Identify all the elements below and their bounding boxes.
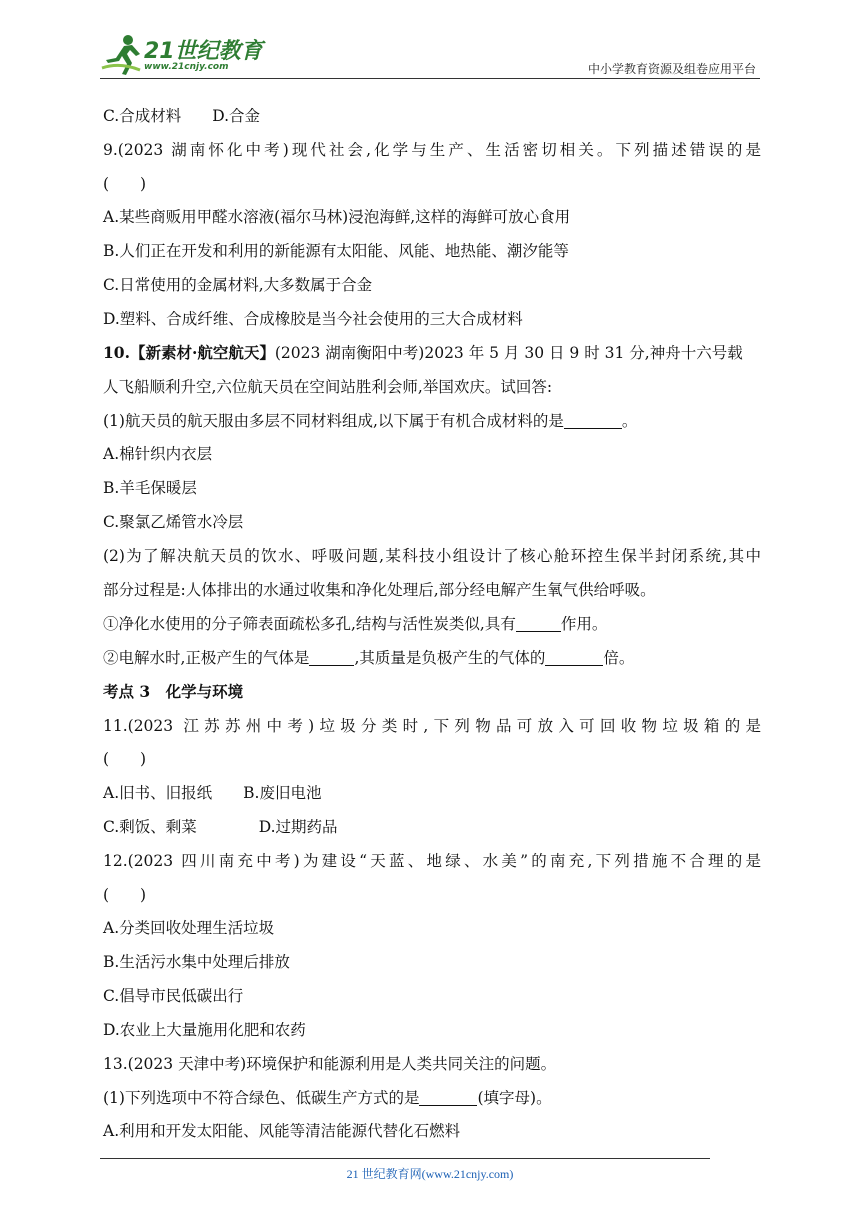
q10-part1-option-b: B.羊毛保暖层 <box>103 479 197 497</box>
footer-divider <box>100 1158 710 1159</box>
q11-stem: 11.(2023 江苏苏州中考)垃圾分类时,下列物品可放入可回收物垃圾箱的是 <box>103 717 761 735</box>
q10-part1-option-c: C.聚氯乙烯管水冷层 <box>103 513 244 531</box>
q12-answer-paren: ( ) <box>103 886 147 904</box>
q8-options-cd: C.合成材料 D.合金 <box>103 107 261 125</box>
q13-part1-end: (填字母)。 <box>477 1089 552 1107</box>
footer-source: 21 世纪教育网(www.21cnjy.com) <box>346 1167 514 1181</box>
q10-sub2-mid: ,其质量是负极产生的气体的 <box>354 649 546 667</box>
q10-part2-sub2 <box>103 648 634 668</box>
q10-part1-text: (1)航天员的航天服由多层不同材料组成,以下属于有机合成材料的是 <box>103 412 564 430</box>
logo <box>100 32 270 78</box>
answer-blank[interactable] <box>545 649 603 666</box>
q10-part2-sub1 <box>103 614 607 634</box>
q10-part1-option-a: A.棉针织内衣层 <box>103 445 213 463</box>
q10-stem-text: (2023 湖南衡阳中考)2023 年 5 月 30 日 9 时 31 分,神舟十六号载 <box>274 344 743 362</box>
runner-logo-icon <box>100 32 144 76</box>
q13-stem: 13.(2023 天津中考)环境保护和能源利用是人类共同关注的问题。 <box>103 1055 557 1073</box>
section-heading-kd3: 考点 3 化学与环境 <box>103 682 244 701</box>
q13-part1-text: (1)下列选项中不符合绿色、低碳生产方式的是 <box>103 1089 420 1107</box>
q11-options-cd: C.剩饭、剩菜 D.过期药品 <box>103 818 338 836</box>
q13-part1-option-a: A.利用和开发太阳能、风能等清洁能源代替化石燃料 <box>103 1122 461 1140</box>
answer-blank[interactable] <box>564 412 622 429</box>
q9-option-d: D.塑料、合成纤维、合成橡胶是当今社会使用的三大合成材料 <box>103 310 523 328</box>
logo-url: www.21cnjy.com <box>144 62 229 72</box>
q9-answer-paren: ( ) <box>103 175 147 193</box>
q10-part1-end: 。 <box>621 412 638 430</box>
q10-part1 <box>103 411 637 431</box>
q12-option-c: C.倡导市民低碳出行 <box>103 987 244 1005</box>
q10-tag: 10.【新素材·航空航天】 <box>103 343 275 362</box>
q12-option-a: A.分类回收处理生活垃圾 <box>103 919 275 937</box>
logo-text: 21世纪教育 <box>144 39 263 64</box>
q10-part2-line1: (2)为了解决航天员的饮水、呼吸问题,某科技小组设计了核心舱环控生保半封闭系统,其中 <box>103 547 761 565</box>
q12-stem: 12.(2023 四川南充中考)为建设“天蓝、地绿、水美”的南充,下列措施不合理的是 <box>103 852 761 870</box>
q12-option-b: B.生活污水集中处理后排放 <box>103 953 290 971</box>
q10-sub1-text: ①净化水使用的分子筛表面疏松多孔,结构与活性炭类似,具有 <box>103 615 516 633</box>
answer-blank[interactable] <box>419 1089 477 1106</box>
q10-sub2-end: 倍。 <box>603 649 635 667</box>
q10-sub1-end: 作用。 <box>560 615 608 633</box>
q10-stem <box>103 343 743 363</box>
platform-label: 中小学教育资源及组卷应用平台 <box>587 62 756 76</box>
q9-option-b: B.人们正在开发和利用的新能源有太阳能、风能、地热能、潮汐能等 <box>103 242 569 260</box>
q9-stem: 9.(2023 湖南怀化中考)现代社会,化学与生产、生活密切相关。下列描述错误的是 <box>103 141 761 159</box>
q10-stem-line2: 人飞船顺利升空,六位航天员在空间站胜利会师,举国欢庆。试回答: <box>103 378 553 396</box>
q12-option-d: D.农业上大量施用化肥和农药 <box>103 1021 306 1039</box>
q9-option-a: A.某些商贩用甲醛水溶液(福尔马林)浸泡海鲜,这样的海鲜可放心食用 <box>103 208 571 226</box>
q11-answer-paren: ( ) <box>103 750 147 768</box>
page-header <box>100 32 760 80</box>
q10-part2-line2: 部分过程是:人体排出的水通过收集和净化处理后,部分经电解产生氧气供给呼吸。 <box>103 581 656 599</box>
header-divider <box>100 78 760 79</box>
answer-blank[interactable] <box>309 649 354 666</box>
q13-part1 <box>103 1088 552 1108</box>
answer-blank[interactable] <box>516 615 561 632</box>
q9-option-c: C.日常使用的金属材料,大多数属于合金 <box>103 276 373 294</box>
q10-sub2-text: ②电解水时,正极产生的气体是 <box>103 649 310 667</box>
q11-options-ab: A.旧书、旧报纸 B.废旧电池 <box>103 784 322 802</box>
